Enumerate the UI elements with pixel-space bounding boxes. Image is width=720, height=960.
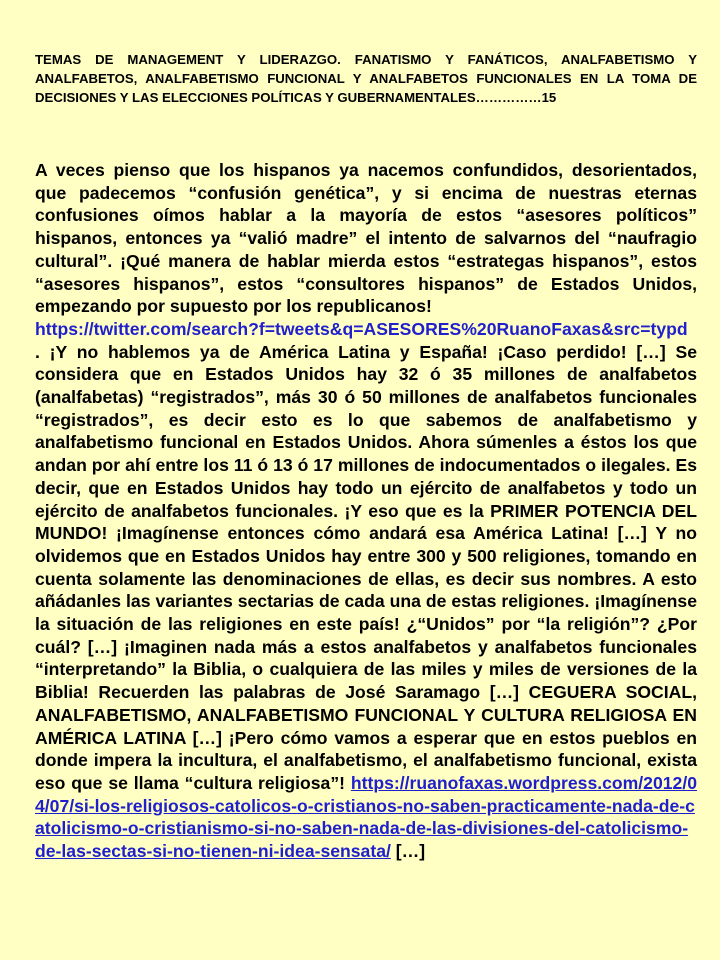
- paragraph-intro: A veces pienso que los hispanos ya nacemos confundidos, desorientados, que padecemos “confusión genética”, y si encima de nuestras eternas confusiones oímos hablar a la mayoría de estos “asesores políticos” hispanos, entonces ya “valió madre” el intento de salvarnos del “naufragio cultural”. ¡Qué manera de hablar mierda estos “estrategas hispanos”, estos “asesores hispanos”, estos “consultores hispanos” de Estados Unidos, empezando por supuesto por los republicanos!: [35, 160, 697, 317]
- wordpress-article-link[interactable]: https://ruanofaxas.wordpress.com/2012/04/07/si-los-religiosos-catolicos-o-cristianos-no-saben-practicamente-nada-de-catolicismo-o-cristianismo-si-no-saben-nada-de-las-divisiones-del-catolicismo-de-las-sectas-si-no-tienen-ni-idea-sensata/: [35, 772, 697, 862]
- twitter-search-link[interactable]: https://twitter.com/search?f=tweets&q=ASESORES%20RuanoFaxas&src=typd: [35, 318, 688, 339]
- body-paragraph: [35, 159, 697, 863]
- paragraph-main: . ¡Y no hablemos ya de América Latina y España! ¡Caso perdido! […] Se considera que en Estados Unidos hay 32 ó 35 millones de analfabetos (analfabetas) “registrados”, más 30 ó 50 millones de analfabetos funcionales “registrados”, es decir esto es lo que sabemos de analfabetismo y analfabetismo funcional en Estados Unidos. Ahora súmenles a éstos los que andan por ahí entre los 11 ó 13 ó 17 millones de indocumentados o ilegales. Es decir, que en Estados Unidos hay todo un ejército de analfabetos y todo un ejército de analfabetos funcionales. ¡Y eso que es la PRIMER POTENCIA DEL MUNDO! ¡Imagínense entonces cómo andará esa América Latina! […] Y no olvidemos que en Estados Unidos hay entre 300 y 500 religiones, tomando en cuenta solamente las denominaciones de ellas, es decir sus nombres. A esto añádanles las variantes sectarias de cada una de estas religiones. ¡Imagínense la situación de las religiones en este país! ¿“Unidos” por “la religión”? ¿Por cuál? […] ¡Imaginen nada más a estos analfabetos y analfabetos funcionales “interpretando” la Biblia, o cualquiera de las miles y miles de versiones de la Biblia! Recuerden las palabras de José Saramago […] CEGUERA SOCIAL, ANALFABETISMO, ANALFABETISMO FUNCIONAL Y CULTURA RELIGIOSA EN AMÉRICA LATINA […] ¡Pero cómo vamos a esperar que en estos pueblos en donde impera la incultura, el analfabetismo, el analfabetismo funcional, exista eso que se llama “cultura religiosa”!: [35, 341, 697, 793]
- document-body: [35, 159, 697, 863]
- page-header-title: TEMAS DE MANAGEMENT Y LIDERAZGO. FANATISMO Y FANÁTICOS, ANALFABETISMO Y ANALFABETOS, ANALFABETISMO FUNCIONAL Y ANALFABETOS FUNCIONALES EN LA TOMA DE DECISIONES Y LAS ELECCIONES POLÍTICAS Y GUBERNAMENTALES……………15: [35, 52, 697, 105]
- paragraph-ending: […]: [390, 841, 426, 862]
